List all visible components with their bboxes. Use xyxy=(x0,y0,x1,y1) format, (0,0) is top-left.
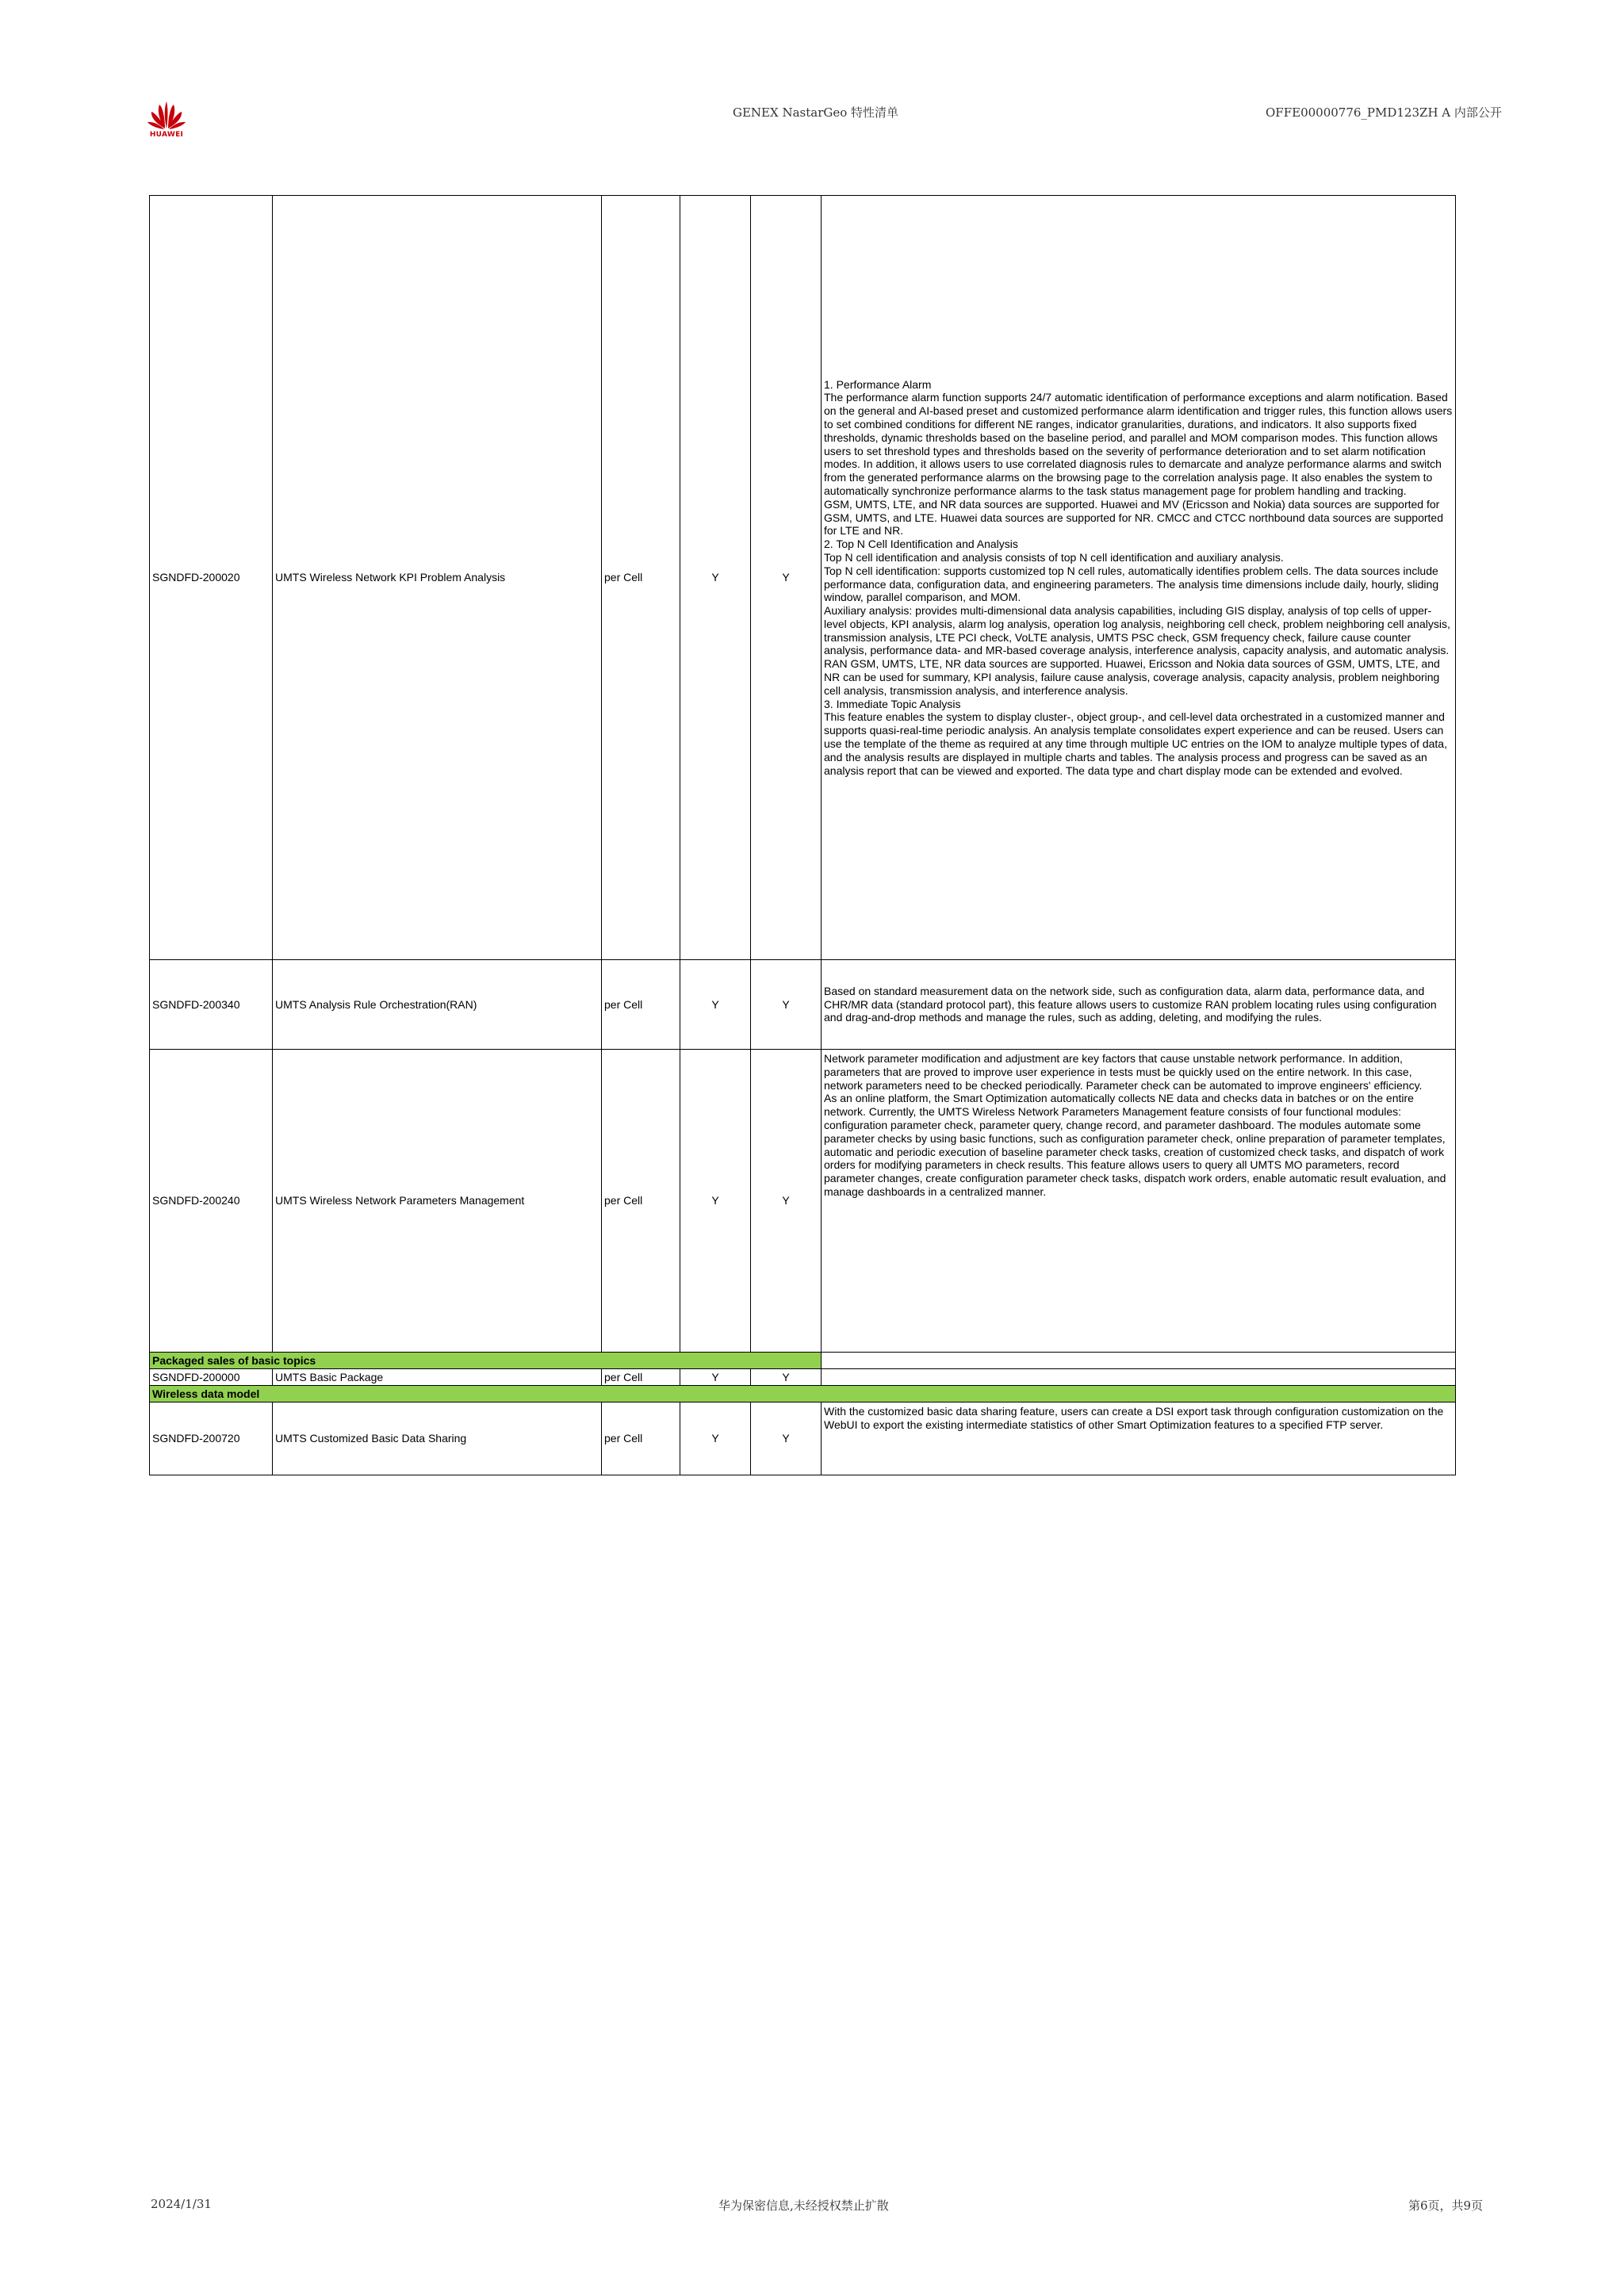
feature-id: SGNDFD-200020 xyxy=(150,196,273,960)
brand-wordmark: HUAWEI xyxy=(149,131,184,139)
feature-id: SGNDFD-200240 xyxy=(150,1050,273,1353)
description-line: Top N cell identification and analysis consists of top N cell identification and auxiliary analysis. xyxy=(824,550,1284,564)
description-line: RAN GSM, UMTS, LTE, NR data sources are supported. Huawei, Ericsson and Nokia data sources of GSM, UMTS, LTE, and NR can be used for summary, KPI analysis, failure cause analysis, coverage analysis, capacity analysis, problem neighboring cell analysis, transmission analysis, and interference analysis. xyxy=(824,657,1440,697)
huawei-logo xyxy=(146,98,187,138)
license-unit: per Cell xyxy=(602,1369,680,1386)
document-id: OFFE00000776_PMD123ZH A 内部公开 xyxy=(1266,105,1502,120)
feature-id: SGNDFD-200720 xyxy=(150,1402,273,1475)
feature-name: UMTS Customized Basic Data Sharing xyxy=(273,1402,602,1475)
support-flag: Y xyxy=(680,1369,751,1386)
description-line: This feature enables the system to display cluster-, object group-, and cell-level data orchestrated in a customized manner and supports quasi-real-time periodic analysis. An analysis template consolidates expert experience and can be reused. Users can use the template of the theme as required at any time through multiple UC entries on the IOM to analyze multiple types of data, and the analysis results are displayed in multiple charts and tables. The analysis process and progress can be saved as an analysis report that can be viewed and exported. The data type and chart display mode can be extended and evolved. xyxy=(824,710,1447,777)
description-line: As an online platform, the Smart Optimization automatically collects NE data and checks data in batches or on the entire network. Currently, the UMTS Wireless Network Parameters Management feature consists of four functional modules: configuration parameter check, parameter query, change record, and parameter dashboard. The modules automate some parameter checks by using basic functions, such as configuration parameter check, online preparation of parameter templates, automatic and periodic execution of baseline parameter check tasks, creation of customized check tasks, and dispatch of work orders for modifying parameters in check results. This feature allows users to query all UMTS MO parameters, record parameter changes, create configuration parameter check tasks, dispatch work orders, enable automatic result evaluation, and manage dashboards in a centralized manner. xyxy=(824,1092,1446,1198)
description-line: The performance alarm function supports 24/7 automatic identification of performance exceptions and alarm notification. Based on the general and AI-based preset and customized performance alarm identification and trigger rules, this function allows users to set combined conditions for different NE ranges, indicator granularities, durations, and indicators. It also supports fixed thresholds, dynamic thresholds based on the baseline period, and parallel and MOM comparison modes. This function allows users to set threshold types and thresholds based on the severity of performance deterioration and to set alarm notification modes. In addition, it allows users to use correlated diagnosis rules to demarcate and analyze performance alarms and switch from the generated performance alarms on the browsing page to the correlation analysis page. It also enables the system to automatically synchronize performance alarms to the task status management page for problem handling and tracking. xyxy=(824,391,1453,497)
feature-name: UMTS Basic Package xyxy=(273,1369,602,1386)
support-flag: Y xyxy=(751,960,822,1050)
section-header-row xyxy=(150,1386,1456,1402)
description-line: GSM, UMTS, LTE, and NR data sources are supported. Huawei and MV (Ericsson and Nokia) data sources are supported for GSM, UMTS, and LTE. Huawei data sources are supported for NR. CMCC and CTCC northbound data sources are supported for LTE and NR. xyxy=(824,497,1443,538)
feature-id: SGNDFD-200000 xyxy=(150,1369,273,1386)
license-unit: per Cell xyxy=(602,196,680,960)
description-line: Network parameter modification and adjustment are key factors that cause unstable network performance. In addition, parameters that are proved to improve user experience in tests must be quickly used on the entire network. In this case, network parameters need to be checked periodically. Parameter check can be automated to improve engineers' efficiency. xyxy=(824,1052,1423,1092)
feature-table xyxy=(149,195,1456,1475)
feature-id: SGNDFD-200340 xyxy=(150,960,273,1050)
support-flag: Y xyxy=(751,196,822,960)
support-flag: Y xyxy=(751,1369,822,1386)
feature-description xyxy=(822,1050,1456,1353)
support-flag: Y xyxy=(680,1402,751,1475)
description-line: Top N cell identification: supports customized top N cell rules, automatically identifies problem cells. The data sources include performance data, configuration data, and engineering parameters. The analysis time dimensions include daily, hourly, sliding window, parallel comparison, and MOM. xyxy=(824,564,1439,604)
license-unit: per Cell xyxy=(602,960,680,1050)
footer-confidentiality: 华为保密信息,未经授权禁止扩散 xyxy=(718,2198,889,2213)
section-title: Packaged sales of basic topics xyxy=(150,1353,822,1369)
table-row xyxy=(150,960,1456,1050)
feature-description xyxy=(822,196,1456,960)
feature-description xyxy=(822,1402,1456,1475)
feature-name: UMTS Wireless Network Parameters Management xyxy=(273,1050,602,1353)
description-line: 2. Top N Cell Identification and Analysis xyxy=(824,538,1018,551)
feature-name: UMTS Analysis Rule Orchestration(RAN) xyxy=(273,960,602,1050)
description-line: With the customized basic data sharing feature, users can create a DSI export task through configuration customization on the WebUI to export the existing intermediate statistics of other Smart Optimization features to a specified FTP server. xyxy=(824,1405,1444,1431)
support-flag: Y xyxy=(680,196,751,960)
table-row xyxy=(150,1402,1456,1475)
huawei-flower-icon xyxy=(146,98,187,130)
description-line: Auxiliary analysis: provides multi-dimensional data analysis capabilities, including GIS display, analysis of top cells of upper-level objects, KPI analysis, alarm log analysis, operation log analysis, neighboring cell check, problem neighboring cell analysis, transmission analysis, LTE PCI check, VoLTE analysis, UMTS PSC check, GSM frequency check, failure cause counter analysis, performance data- and MR-based coverage analysis, interference analysis, capacity analysis, and automatic analysis. xyxy=(824,604,1450,657)
support-flag: Y xyxy=(680,1050,751,1353)
description-line: 3. Immediate Topic Analysis xyxy=(824,697,961,710)
table-row xyxy=(150,1050,1456,1353)
section-header-row xyxy=(150,1353,1456,1369)
feature-description xyxy=(822,1369,1456,1386)
footer-date: 2024/1/31 xyxy=(151,2197,212,2211)
description-line: Based on standard measurement data on the network side, such as configuration data, alarm data, performance data, and CHR/MR data (standard protocol part), this feature allows users to customize RAN problem locating rules using configuration and drag-and-drop methods and manage the rules, such as adding, deleting, and modifying the rules. xyxy=(824,984,1437,1024)
table-row xyxy=(150,196,1456,960)
section-title: Wireless data model xyxy=(150,1386,1456,1402)
license-unit: per Cell xyxy=(602,1402,680,1475)
description-line: 1. Performance Alarm xyxy=(824,377,932,391)
license-unit: per Cell xyxy=(602,1050,680,1353)
support-flag: Y xyxy=(751,1402,822,1475)
feature-description xyxy=(822,960,1456,1050)
document-title: GENEX NastarGeo 特性清单 xyxy=(733,105,899,120)
page-number: 第6页，共9页 xyxy=(1408,2198,1484,2213)
support-flag: Y xyxy=(751,1050,822,1353)
support-flag: Y xyxy=(680,960,751,1050)
feature-name: UMTS Wireless Network KPI Problem Analysis xyxy=(273,196,602,960)
table-row xyxy=(150,1369,1456,1386)
